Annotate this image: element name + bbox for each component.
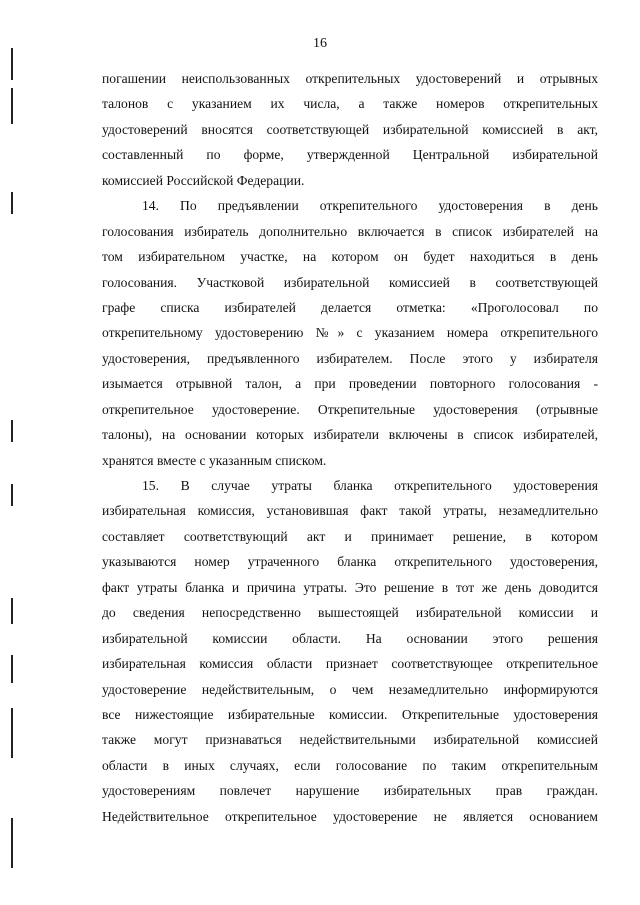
text-line: талоны), на основании которых избиратели включены в список избирателей, [102,427,598,443]
text-line: удостоверения, предъявленного избирателем. После этого у избирателя [102,350,598,366]
text-line: области в иных случаях, если голосование по таким открепительным [102,757,598,773]
text-line: также могут признаваться недействительными избирательной комиссией [102,732,598,748]
text-line: погашении неиспользованных открепительных удостоверений и отрывных [102,71,598,86]
text-line: указываются номер утраченного бланка открепительного удостоверения, [102,554,598,570]
text-line: составляет соответствующий акт и принимает решение, в котором [102,528,598,544]
text-line: факт утраты бланка и причина утраты. Это решение в тот же день доводится [102,579,598,595]
text-line: голосования. Участковой избирательной комиссией в соответствующей [102,274,598,290]
text-line: изымается отрывной талон, а при проведении повторного голосования - [102,376,598,392]
text-line: голосования избиратель дополнительно включается в список избирателей на [102,223,598,239]
text-line: талонов с указанием их числа, а также номеров открепительных [102,96,598,112]
text-line: комиссией Российской Федерации. [102,172,305,188]
text-line: удостоверениям повлечет нарушение избирательных прав граждан. [102,783,598,799]
page-number: 16 [313,36,327,51]
scan-edge-mark [11,88,13,124]
text-line: 14. По предъявлении открепительного удостоверения в день [142,198,598,214]
text-line: избирательная комиссия, установившая факт такой утраты, незамедлительно [102,503,598,519]
text-line: все нижестоящие избирательные комиссии. Открепительные удостоверения [102,706,598,722]
scan-edge-mark [11,818,13,868]
text-line: избирательной комиссии области. На основании этого решения [102,630,598,646]
text-line: хранятся вместе с указанным списком. [102,452,327,468]
scan-edge-mark [11,420,13,442]
text-line: до сведения непосредственно вышестоящей избирательной комиссии и [102,605,598,621]
text-line: избирательная комиссия области признает соответствующее открепительное [102,656,598,672]
scan-edge-mark [11,484,13,506]
text-line: открепительному удостоверению №» с указанием номера открепительного [102,325,598,341]
text-line: составленный по форме, утвержденной Центральной избирательной [102,147,598,163]
text-line: 15. В случае утраты бланка открепительного удостоверения [142,478,598,493]
scan-edge-mark [11,598,13,624]
text-line: удостоверение недействительным, о чем незамедлительно информируются [102,681,598,697]
text-line: открепительное удостоверение. Открепительные удостоверения (отрывные [102,401,598,417]
scan-edge-mark [11,708,13,758]
scan-edge-mark [11,48,13,80]
text-line: графе списка избирателей делается отметка: «Проголосовал по [102,299,598,315]
scan-edge-mark [11,192,13,214]
text-line: том избирательном участке, на котором он будет находиться в день [102,249,598,265]
text-line: Недействительное открепительное удостоверение не является основанием [102,808,598,824]
document-body [102,66,598,829]
scan-edge-mark [11,655,13,683]
text-line: удостоверений вносятся соответствующей избирательной комиссией в акт, [102,121,598,137]
